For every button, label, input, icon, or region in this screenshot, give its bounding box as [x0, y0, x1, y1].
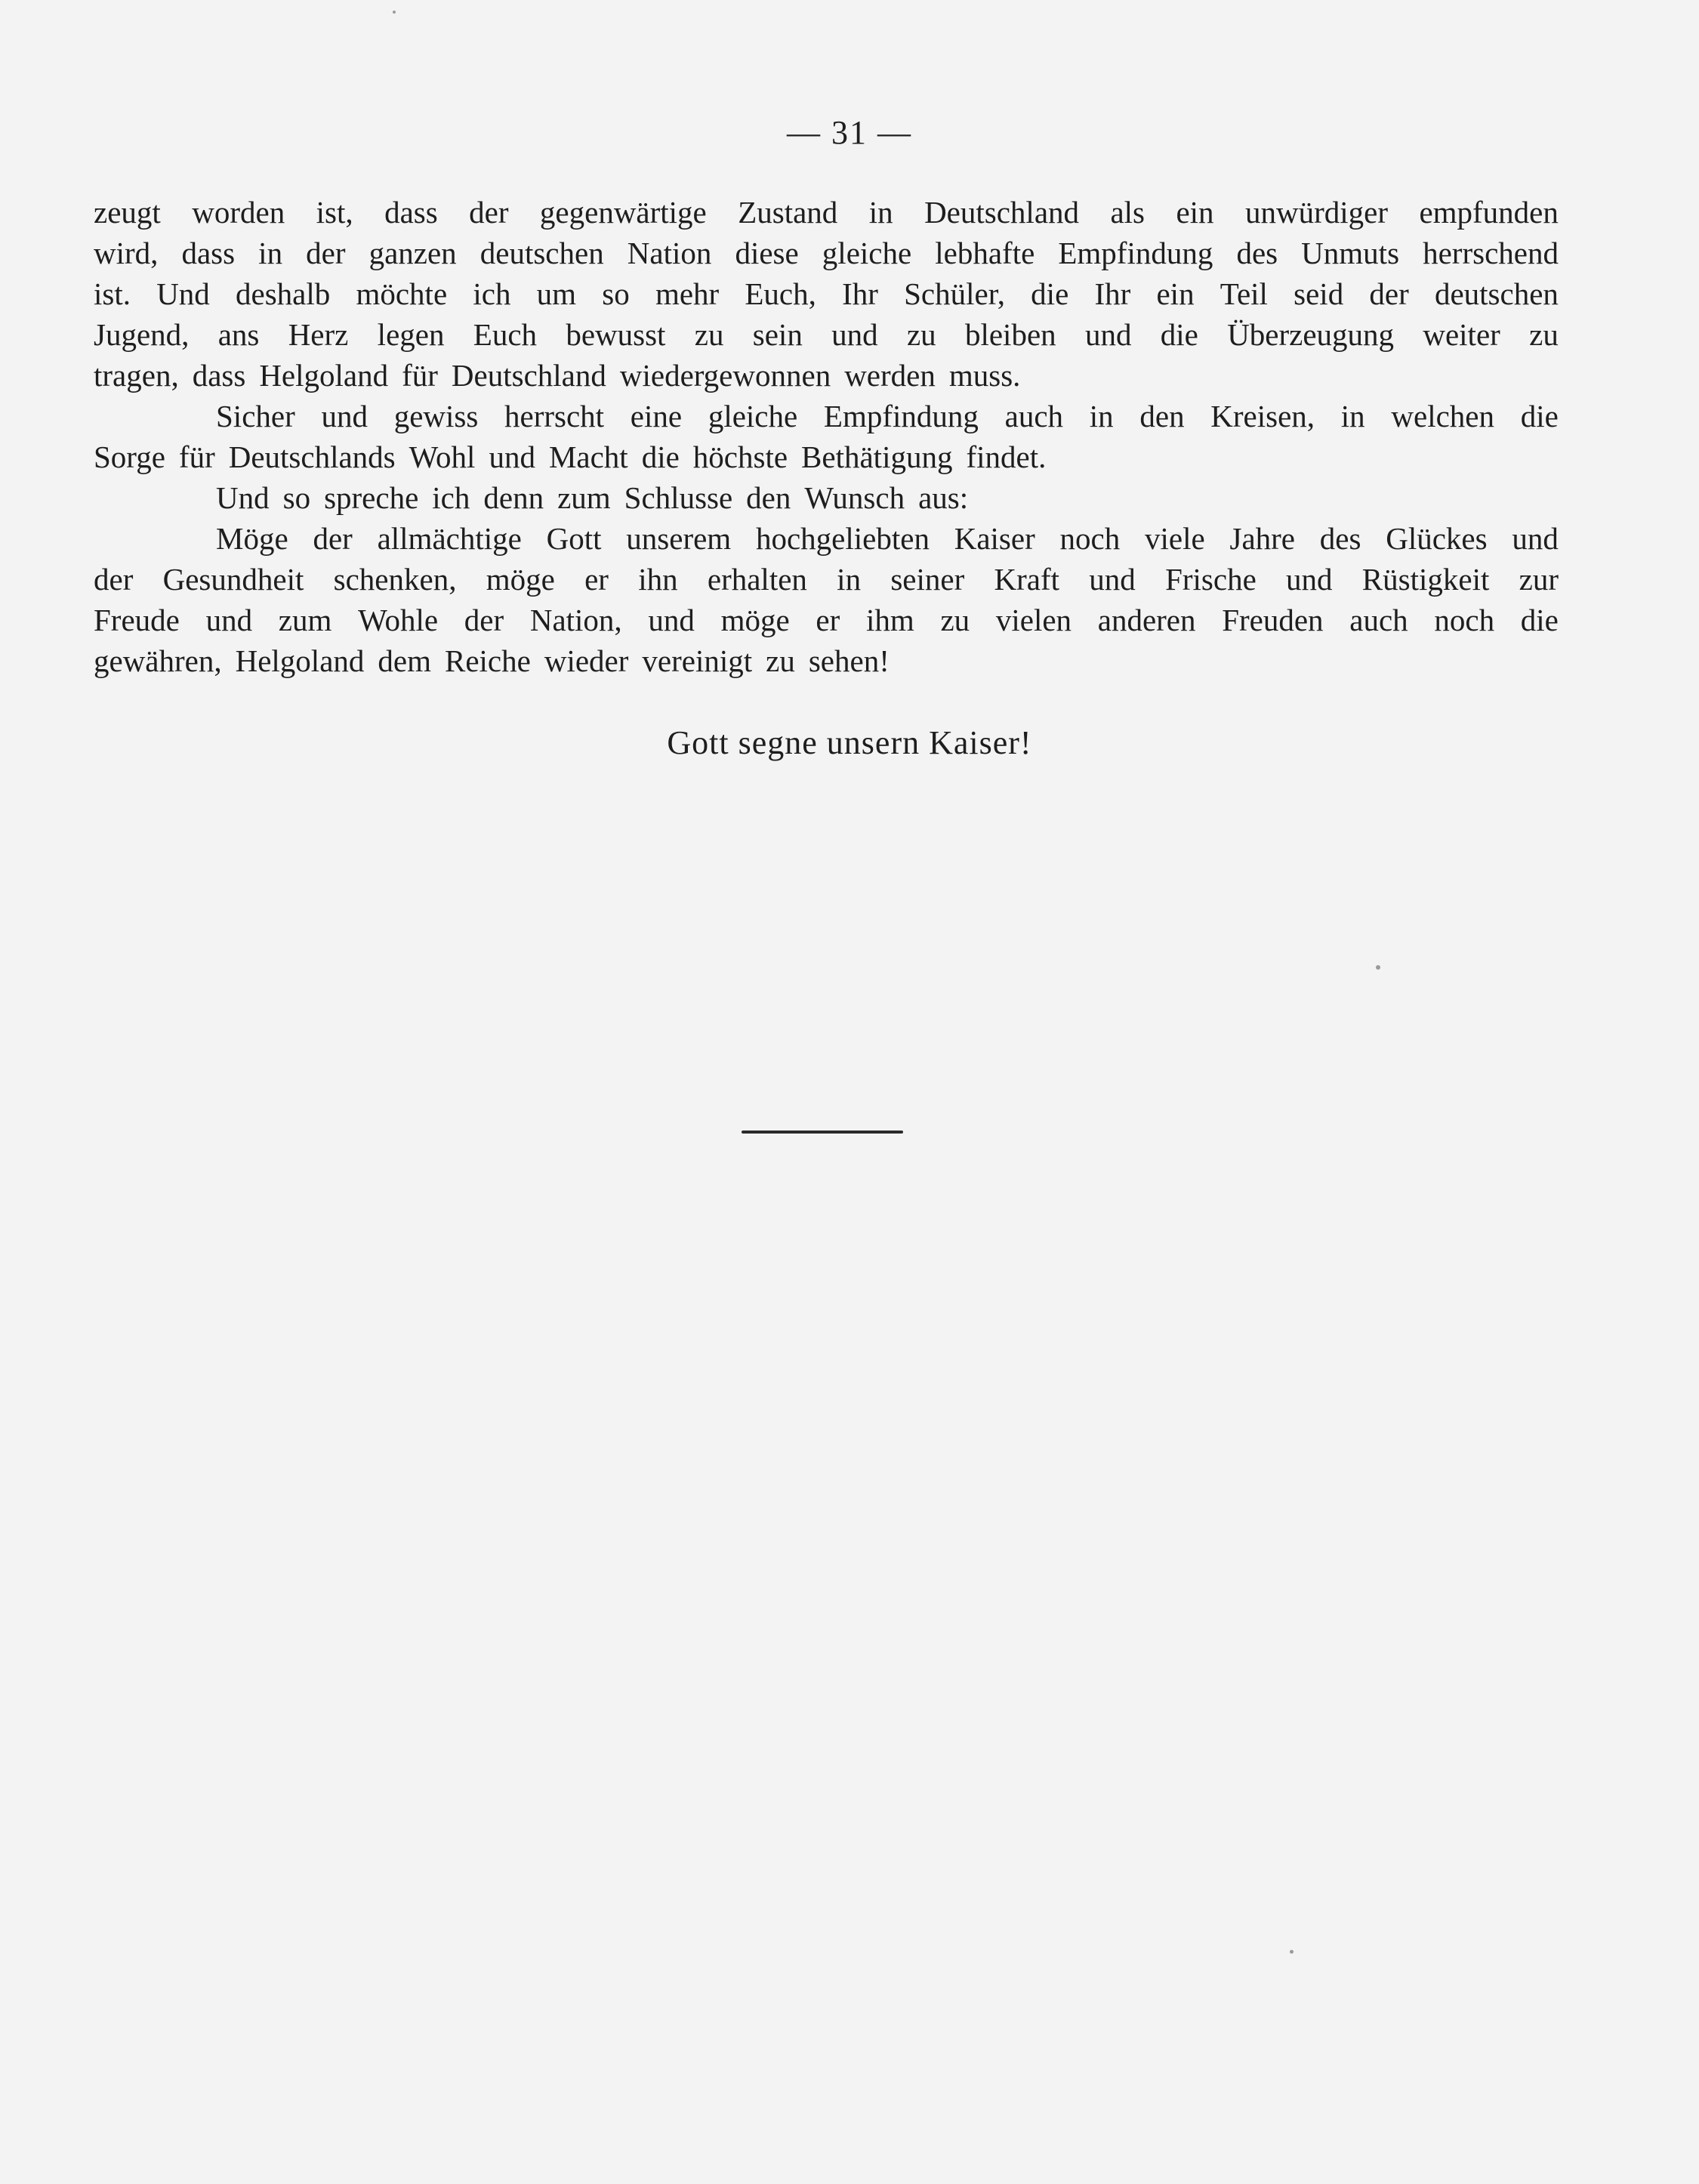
closing-line: Gott segne unsern Kaiser! — [667, 724, 1032, 761]
text-line: ist. Und deshalb möchte ich um so mehr Euch, Ihr Schüler, die Ihr ein Teil seid der deutschen — [94, 276, 1559, 311]
page-number: — 31 — — [787, 114, 912, 151]
text-line: der Gesundheit schenken, möge er ihn erhalten in seiner Kraft und Frische und Rüstigkeit zur — [94, 562, 1559, 597]
body-text — [94, 192, 1559, 681]
text-line: Jugend, ans Herz legen Euch bewusst zu sein und zu bleiben und die Überzeugung weiter zu — [94, 317, 1559, 352]
text-line: Sorge für Deutschlands Wohl und Macht die höchste Bethätigung findet. — [94, 440, 1047, 474]
text-line: gewähren, Helgoland dem Reiche wieder vereinigt zu sehen! — [94, 643, 890, 678]
text-line: Sicher und gewiss herrscht eine gleiche Empfindung auch in den Kreisen, in welchen die — [216, 399, 1559, 433]
paper-speck — [1290, 1950, 1294, 1954]
text-line: Möge der allmächtige Gott unserem hochgeliebten Kaiser noch viele Jahre des Glückes und — [216, 521, 1559, 556]
text-line: Und so spreche ich denn zum Schlusse den Wunsch aus: — [216, 480, 969, 515]
paper-speck — [393, 11, 396, 14]
text-line: wird, dass in der ganzen deutschen Nation diese gleiche lebhafte Empfindung des Unmuts herrschend — [94, 236, 1559, 270]
text-line: Freude und zum Wohle der Nation, und möge er ihm zu vielen anderen Freuden auch noch die — [94, 603, 1559, 637]
paper-speck — [1376, 965, 1380, 970]
text-line: tragen, dass Helgoland für Deutschland wiedergewonnen werden muss. — [94, 358, 1021, 393]
text-line: zeugt worden ist, dass der gegenwärtige Zustand in Deutschland als ein unwürdiger empfunden — [94, 195, 1559, 230]
end-rule — [742, 1131, 903, 1134]
